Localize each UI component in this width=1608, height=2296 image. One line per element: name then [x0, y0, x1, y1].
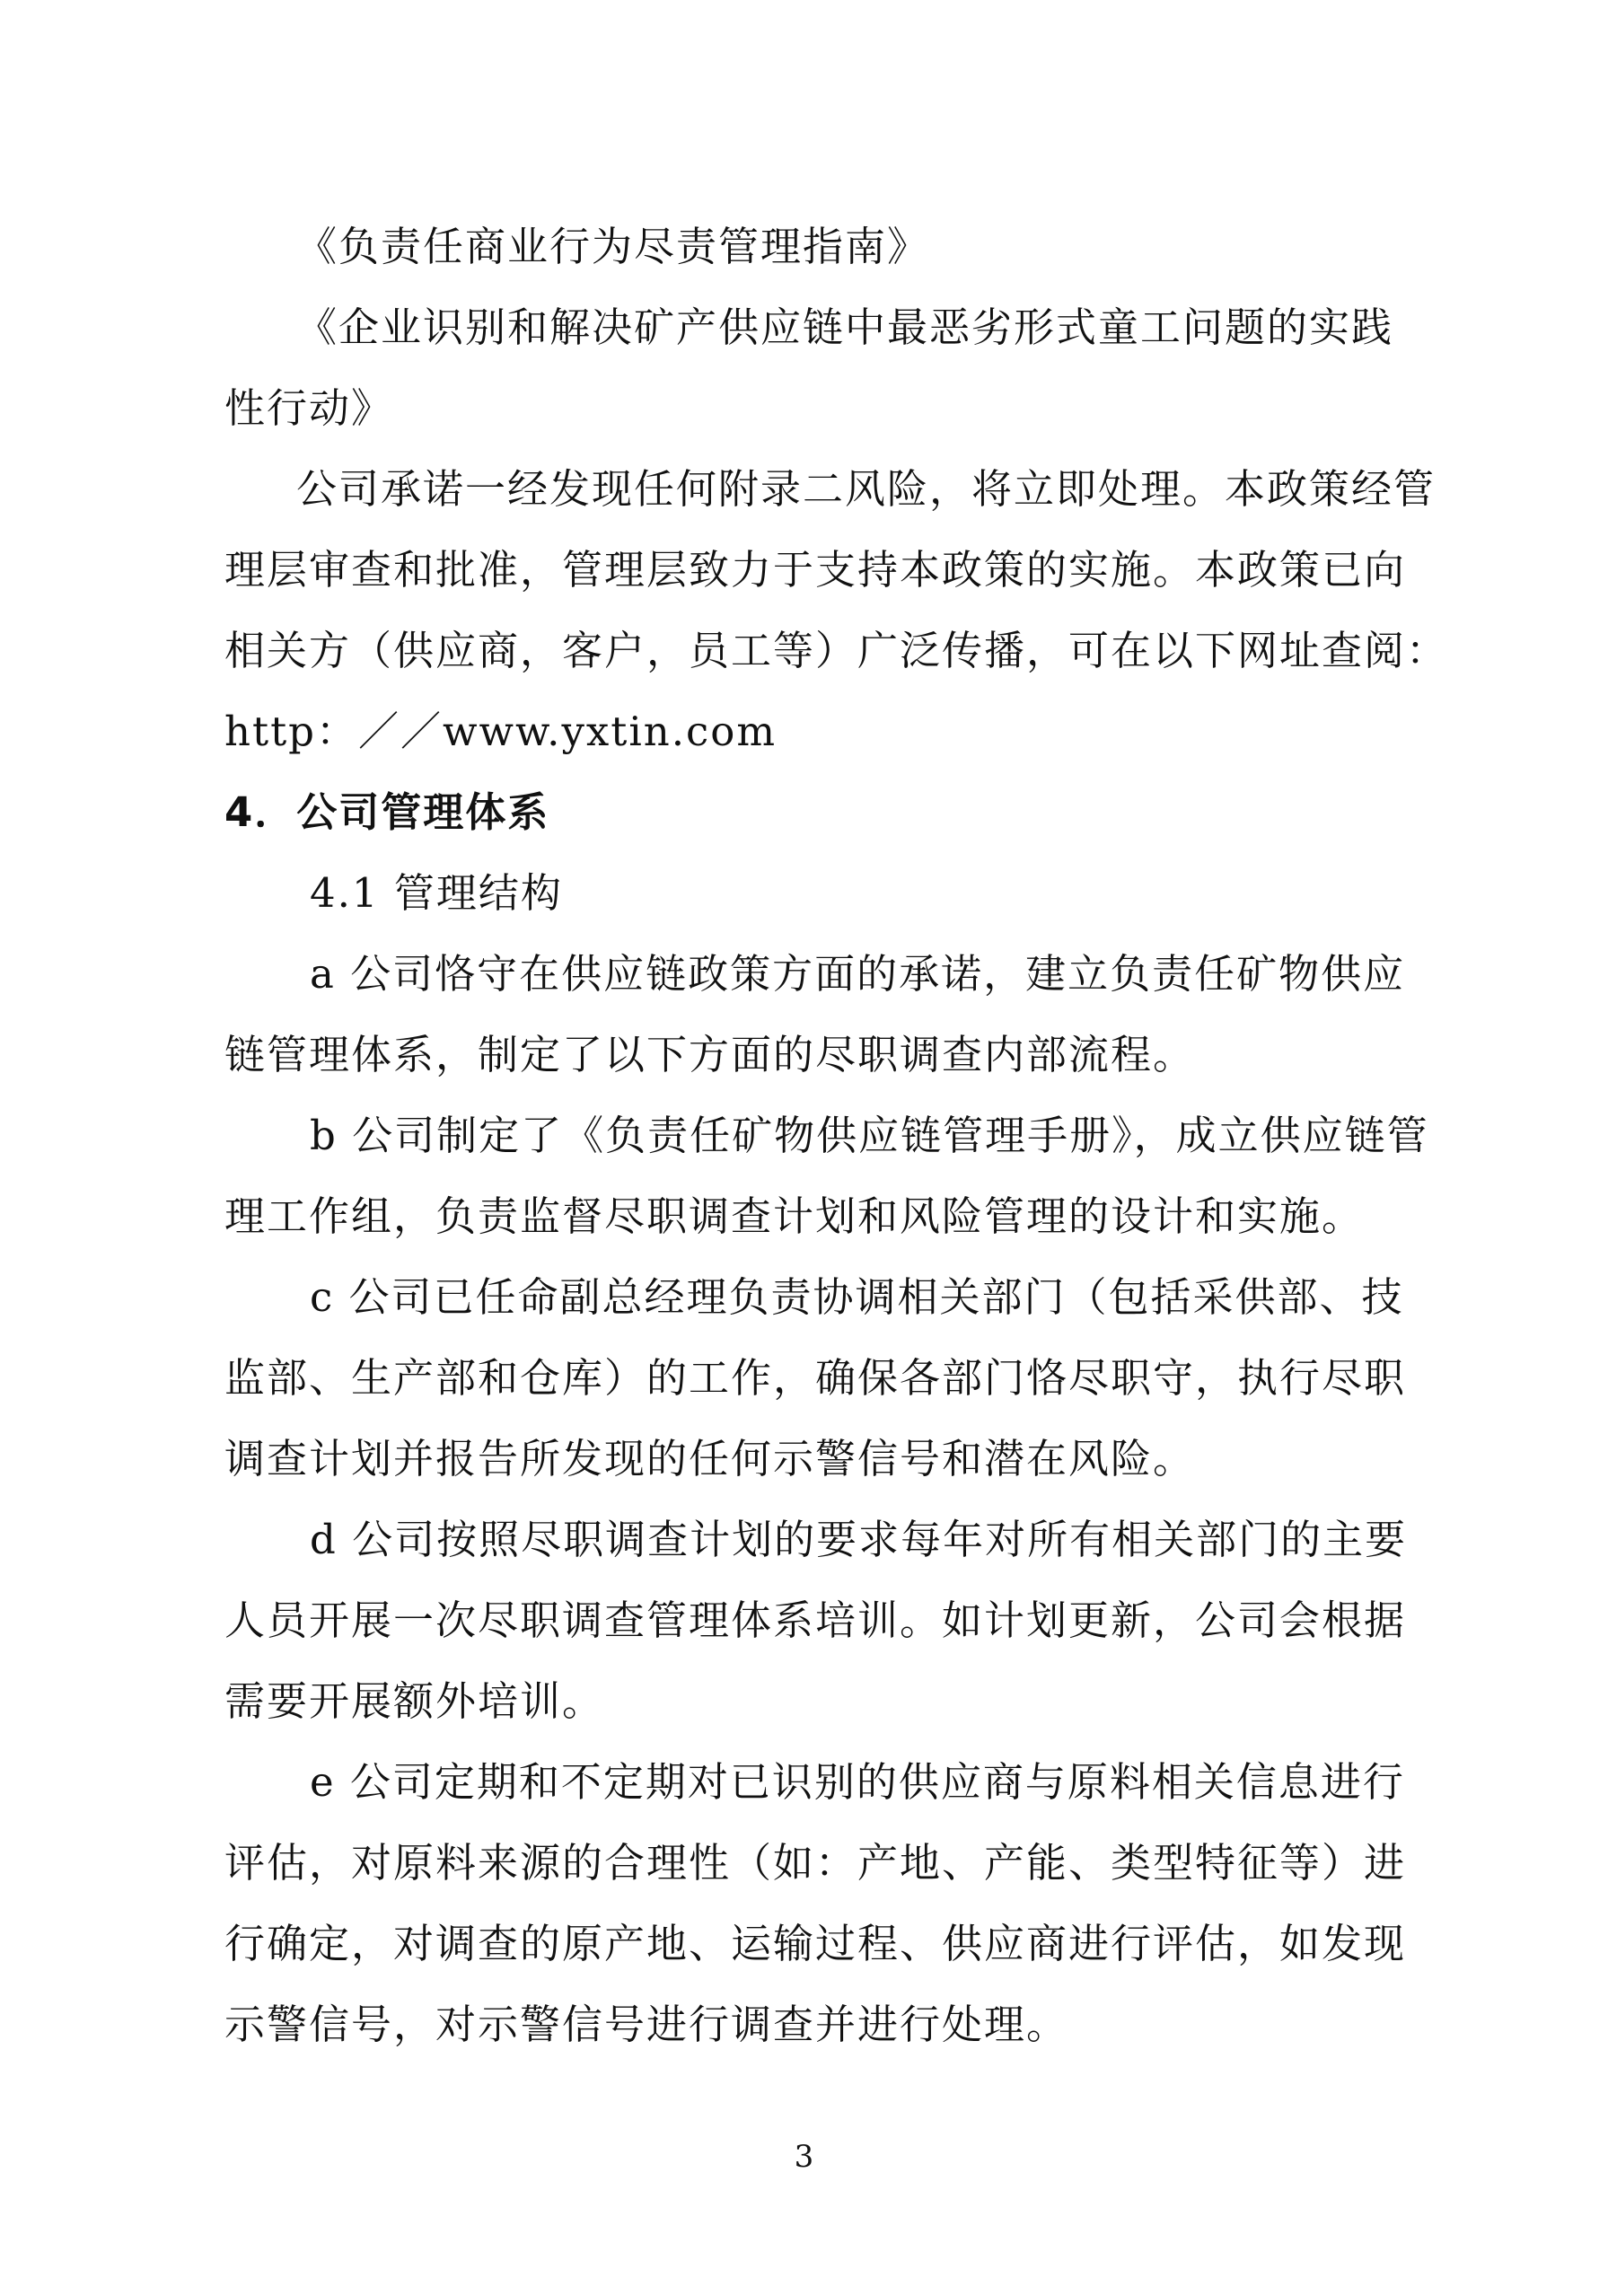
item-e-line: 评估，对原料来源的合理性（如：产地、产能、类型特征等）进 [224, 1839, 1407, 1887]
policy-paragraph-line: 公司承诺一经发现任何附录二风险，将立即处理。本政策经管 [296, 465, 1437, 513]
section-heading: 4．公司管理体系 [224, 788, 550, 836]
subsection-heading: 4.1 管理结构 [310, 869, 563, 917]
item-e-line: 示警信号，对示警信号进行调查并进行处理。 [224, 2001, 1069, 2048]
item-e-line: e 公司定期和不定期对已识别的供应商与原料相关信息进行 [310, 1758, 1405, 1806]
item-c-line: 调查计划并报告所发现的任何示警信号和潜在风险。 [224, 1435, 1196, 1482]
item-d-line: d 公司按照尽职调查计划的要求每年对所有相关部门的主要 [310, 1516, 1408, 1563]
policy-paragraph-line: 理层审查和批准，管理层致力于支持本政策的实施。本政策已向 [224, 546, 1407, 594]
item-a-line: 链管理体系，制定了以下方面的尽职调查内部流程。 [224, 1031, 1196, 1078]
page-number: 3 [794, 2139, 814, 2175]
guide-title-1: 《负责任商业行为尽责管理指南》 [296, 223, 930, 270]
item-d-line: 人员开展一次尽职调查管理体系培训。如计划更新，公司会根据 [224, 1597, 1407, 1644]
guide-title-2: 《企业识别和解决矿产供应链中最恶劣形式童工问题的实践 [296, 303, 1394, 351]
item-d-line: 需要开展额外培训。 [224, 1677, 605, 1725]
item-c-line: c 公司已任命副总经理负责协调相关部门（包括采供部、技 [310, 1273, 1404, 1321]
website-url: http：／／www.yxtin.com [224, 708, 778, 755]
item-b-line: b 公司制定了《负责任矿物供应链管理手册》，成立供应链管 [310, 1112, 1429, 1159]
item-c-line: 监部、生产部和仓库）的工作，确保各部门恪尽职守，执行尽职 [224, 1354, 1407, 1402]
guide-title-2-cont: 性行动》 [224, 384, 394, 432]
item-e-line: 行确定，对调查的原产地、运输过程、供应商进行评估，如发现 [224, 1920, 1407, 1967]
policy-paragraph-line: 相关方（供应商，客户，员工等）广泛传播，可在以下网址查阅： [224, 627, 1449, 674]
item-b-line: 理工作组，负责监督尽职调查计划和风险管理的设计和实施。 [224, 1192, 1365, 1240]
item-a-line: a 公司恪守在供应链政策方面的承诺，建立负责任矿物供应 [310, 950, 1406, 998]
